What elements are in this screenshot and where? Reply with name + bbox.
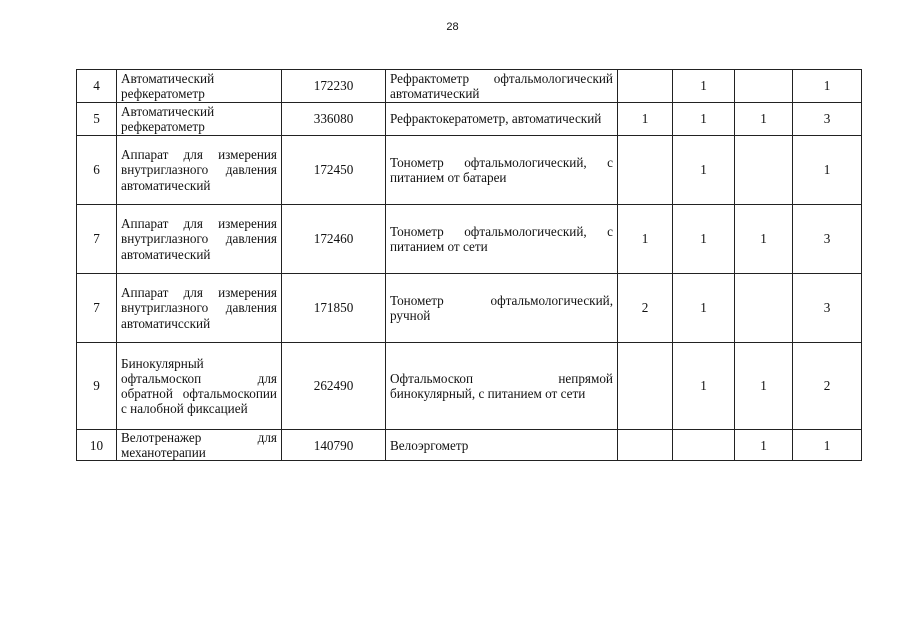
table-row xyxy=(77,430,862,461)
equipment-code: 172450 xyxy=(282,136,386,205)
count-col-3: 1 xyxy=(735,205,793,274)
count-col-3 xyxy=(735,274,793,343)
table-row xyxy=(77,205,862,274)
count-col-2: 1 xyxy=(673,136,735,205)
count-col-3: 1 xyxy=(735,103,793,136)
count-total: 3 xyxy=(793,274,862,343)
count-col-1: 1 xyxy=(618,103,673,136)
page-number: 28 xyxy=(446,21,459,33)
equipment-description: Тонометр офтальмологический, с питанием от батареи xyxy=(386,136,618,205)
count-col-1 xyxy=(618,343,673,430)
row-number: 7 xyxy=(77,274,117,343)
count-col-2: 1 xyxy=(673,103,735,136)
equipment-code: 262490 xyxy=(282,343,386,430)
count-col-3: 1 xyxy=(735,430,793,461)
equipment-code: 171850 xyxy=(282,274,386,343)
count-col-2: 1 xyxy=(673,274,735,343)
equipment-description: Рефрактокератометр, автоматический xyxy=(386,103,618,136)
count-total: 1 xyxy=(793,430,862,461)
equipment-description: Офтальмоскоп непрямой бинокулярный, с питанием от сети xyxy=(386,343,618,430)
equipment-description: Тонометр офтальмологический, ручной xyxy=(386,274,618,343)
count-total: 1 xyxy=(793,70,862,103)
equipment-description: Рефрактометр офтальмологический автоматический xyxy=(386,70,618,103)
count-col-2: 1 xyxy=(673,70,735,103)
equipment-description: Велоэргометр xyxy=(386,430,618,461)
count-col-1: 2 xyxy=(618,274,673,343)
table-row xyxy=(77,274,862,343)
equipment-name: Аппарат для измерения внутриглазного давления автоматический xyxy=(117,136,282,205)
count-col-2 xyxy=(673,430,735,461)
equipment-name: Аппарат для измерения внутриглазного давления автоматичсский xyxy=(117,274,282,343)
count-col-1 xyxy=(618,70,673,103)
table-row xyxy=(77,70,862,103)
table-row xyxy=(77,136,862,205)
count-col-1: 1 xyxy=(618,205,673,274)
equipment-description: Тонометр офтальмологический, с питанием от сети xyxy=(386,205,618,274)
equipment-name: Аппарат для измерения внутриглазного давления автоматический xyxy=(117,205,282,274)
count-col-3 xyxy=(735,136,793,205)
equipment-code: 336080 xyxy=(282,103,386,136)
count-total: 3 xyxy=(793,205,862,274)
count-col-3: 1 xyxy=(735,343,793,430)
row-number: 7 xyxy=(77,205,117,274)
count-col-2: 1 xyxy=(673,343,735,430)
count-col-3 xyxy=(735,70,793,103)
equipment-code: 172230 xyxy=(282,70,386,103)
row-number: 4 xyxy=(77,70,117,103)
count-col-1 xyxy=(618,430,673,461)
equipment-name: Бинокулярный офтальмоскоп для обратной офтальмоскопии с налобной фиксацией xyxy=(117,343,282,430)
table-row xyxy=(77,343,862,430)
row-number: 5 xyxy=(77,103,117,136)
count-col-1 xyxy=(618,136,673,205)
count-total: 1 xyxy=(793,136,862,205)
row-number: 6 xyxy=(77,136,117,205)
equipment-code: 172460 xyxy=(282,205,386,274)
table-row xyxy=(77,103,862,136)
equipment-name: Автоматический рефкератометр xyxy=(117,70,282,103)
equipment-code: 140790 xyxy=(282,430,386,461)
count-col-2: 1 xyxy=(673,205,735,274)
row-number: 9 xyxy=(77,343,117,430)
equipment-name: Велотренажер для механотерапии xyxy=(117,430,282,461)
equipment-table xyxy=(76,69,862,461)
count-total: 2 xyxy=(793,343,862,430)
row-number: 10 xyxy=(77,430,117,461)
equipment-name: Автоматический рефкератометр xyxy=(117,103,282,136)
count-total: 3 xyxy=(793,103,862,136)
